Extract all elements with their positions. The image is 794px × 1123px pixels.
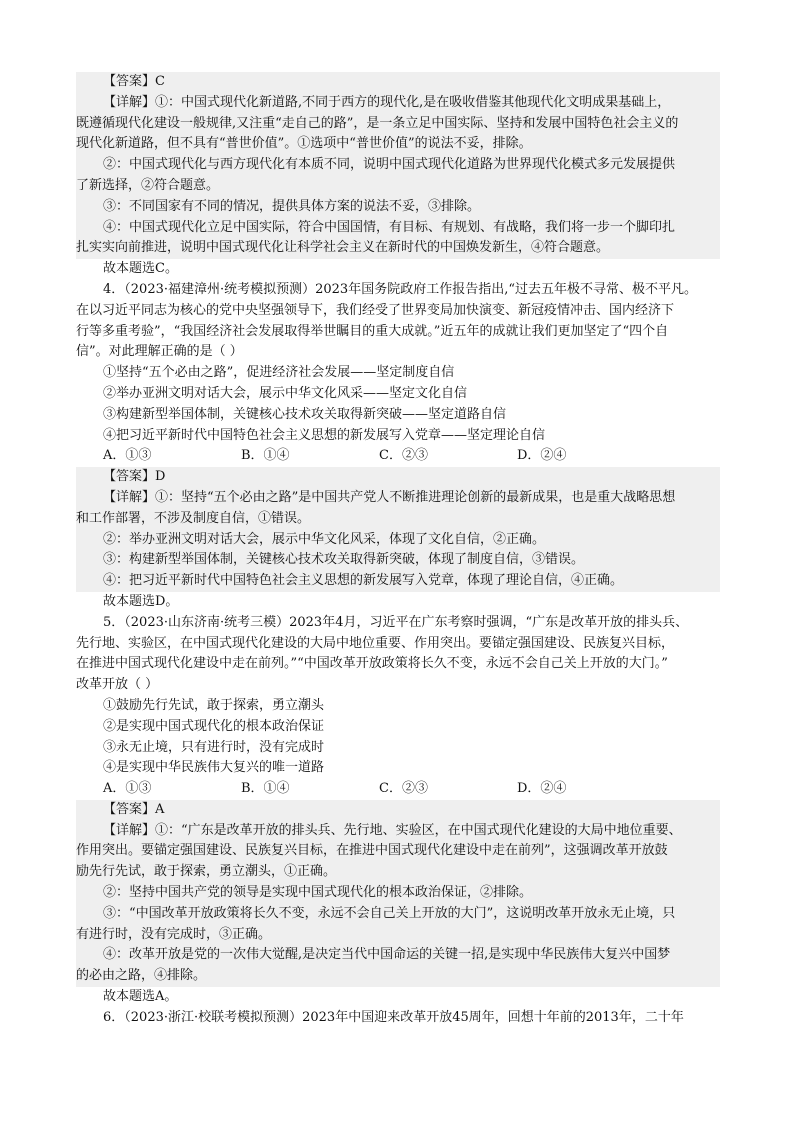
- question-text-line: ④是实现中华民族伟大复兴的唯一道路: [103, 760, 325, 776]
- question-text-line: 故本题选C。: [103, 261, 178, 277]
- answer-explanation-line: 有进行时，没有完成时，③正确。: [76, 925, 720, 946]
- answer-explanation-line: ③：不同国家有不同的情况，提供具体方案的说法不妥，③排除。: [76, 197, 720, 218]
- question-text-line: 在以习近平同志为核心的党中央坚强领导下，我们经受了世界变局加快演变、新冠疫情冲击、国内经济下: [76, 302, 675, 318]
- question-text-line: ①坚持“五个必由之路”，促进经济社会发展——坚定制度自信: [103, 365, 455, 381]
- answer-explanation-line: ④：把习近平新时代中国特色社会主义思想的新发展写入党章，体现了理论自信，④正确。: [76, 571, 720, 592]
- answer-choice: A．①③: [103, 781, 152, 797]
- question-text-line: 6．（2023·浙江·校联考模拟预测）2023年中国迎来改革开放45周年，回想十年前的2013年，二十年: [103, 1009, 684, 1025]
- answer-explanation-line: 【答案】A: [76, 800, 720, 821]
- question-text-line: 在推进中国式现代化建设中走在前列。”“中国改革开放政策将长久不变，永远不会自己关上开放的大门。”: [76, 656, 668, 672]
- question-text-line: ②是实现中国式现代化的根本政治保证: [103, 718, 325, 734]
- answer-explanation-line: 【答案】C: [76, 72, 720, 93]
- answer-explanation-line: 既遵循现代化建设一般规律,又注重“走自己的路”，是一条立足中国实际、坚持和发展中国特色社会主义的: [76, 114, 720, 135]
- question-text-line: ②举办亚洲文明对话大会，展示中华文化风采——坚定文化自信: [103, 385, 468, 401]
- document-page: [76, 72, 720, 1029]
- answer-choice: B．①④: [241, 448, 290, 464]
- answer-explanation-line: 的必由之路，④排除。: [76, 966, 720, 987]
- question-text-line: 5．（2023·山东济南·统考三模）2023年4月，习近平在广东考察时强调，“广东是改革开放的排头兵、: [103, 614, 689, 630]
- question-text-line: 信”。对此理解正确的是（ ）: [76, 344, 243, 360]
- question-text-line: ③永无止境，只有进行时，没有完成时: [103, 739, 325, 755]
- answer-choices: [76, 446, 720, 467]
- answer-explanation-line: 【答案】D: [76, 467, 720, 488]
- answer-explanation-line: 励先行先试，敢于探索，勇立潮头，①正确。: [76, 862, 720, 883]
- answer-explanation-line: ④：中国式现代化立足中国实际，符合中国国情，有目标、有规划、有战略，我们将一步一个脚印扎: [76, 218, 720, 239]
- answer-explanation-line: ③：构建新型举国体制，关键核心技术攻关取得新突破，体现了制度自信，③错误。: [76, 550, 720, 571]
- question-text-line: ④把习近平新时代中国特色社会主义思想的新发展写入党章——坚定理论自信: [103, 427, 546, 443]
- question-text-line: ①鼓励先行先试，敢于探索，勇立潮头: [103, 697, 325, 713]
- answer-explanation-line: 扎实实向前推进，说明中国式现代化让科学社会主义在新时代的中国焕发新生，④符合题意。: [76, 238, 720, 259]
- answer-explanation-line: 【详解】①：“广东是改革开放的排头兵、先行地、实验区，在中国式现代化建设的大局中地位重要、: [76, 821, 720, 842]
- answer-choices: [76, 779, 720, 800]
- question-text-line: 故本题选D。: [103, 593, 179, 609]
- answer-explanation-line: 【详解】①：坚持“五个必由之路”是中国共产党人不断推进理论创新的最新成果，也是重大战略思想: [76, 488, 720, 509]
- answer-explanation-line: 现代化新道路，但不具有“普世价值”。①选项中“普世价值”的说法不妥，排除。: [76, 134, 720, 155]
- answer-explanation-line: ④：改革开放是党的一次伟大觉醒,是决定当代中国命运的关键一招,是实现中华民族伟大复兴中国梦: [76, 945, 720, 966]
- question-text-line: ③构建新型举国体制，关键核心技术攻关取得新突破——坚定道路自信: [103, 406, 507, 422]
- answer-explanation-line: 作用突出。要锚定强国建设、民族复兴目标，在推进中国式现代化建设中走在前列”，这强调改革开放鼓: [76, 841, 720, 862]
- answer-explanation-line: 【详解】①：中国式现代化新道路,不同于西方的现代化,是在吸收借鉴其他现代化文明成果基础上，: [76, 93, 720, 114]
- question-text-line: 4．（2023·福建漳州·统考模拟预测）2023年国务院政府工作报告指出,“过去五年极不寻常、极不平凡。: [103, 281, 697, 297]
- answer-choice: D．②④: [517, 781, 567, 797]
- answer-explanation-line: ②：坚持中国共产党的领导是实现中国式现代化的根本政治保证，②排除。: [76, 883, 720, 904]
- answer-choice: B．①④: [241, 781, 290, 797]
- answer-choice: A．①③: [103, 448, 152, 464]
- question-text-line: 改革开放（ ）: [76, 677, 159, 693]
- answer-choice: C．②③: [379, 781, 428, 797]
- answer-explanation-line: ③：“中国改革开放政策将长久不变，永远不会自己关上开放的大门”，这说明改革开放永无止境，只: [76, 904, 720, 925]
- answer-explanation-line: ②：中国式现代化与西方现代化有本质不同，说明中国式现代化道路为世界现代化模式多元发展提供: [76, 155, 720, 176]
- question-text-line: 先行地、实验区，在中国式现代化建设的大局中地位重要、作用突出。要锚定强国建设、民族复兴目标，: [76, 635, 675, 651]
- question-text-line: 故本题选A。: [103, 989, 178, 1005]
- question-text-line: 行等多重考验”，“我国经济社会发展取得举世瞩目的重大成就。”近五年的成就让我们更加坚定了“四个自: [76, 323, 669, 339]
- answer-explanation-line: 和工作部署，不涉及制度自信，①错误。: [76, 509, 720, 530]
- answer-choice: C．②③: [379, 448, 428, 464]
- answer-explanation-line: 了新选择，②符合题意。: [76, 176, 720, 197]
- answer-explanation-line: ②：举办亚洲文明对话大会，展示中华文化风采，体现了文化自信，②正确。: [76, 530, 720, 551]
- answer-choice: D．②④: [517, 448, 567, 464]
